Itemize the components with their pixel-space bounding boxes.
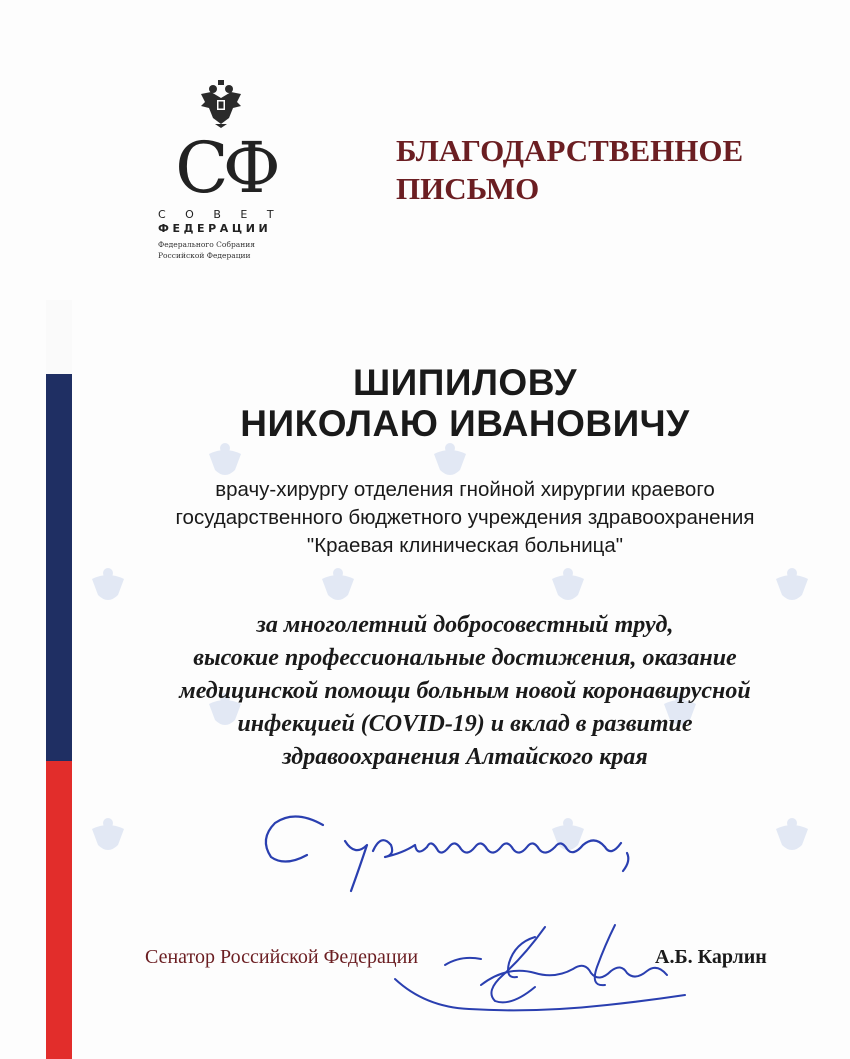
logo-line-sovet: С О В Е Т — [158, 208, 282, 221]
letter-title — [396, 132, 796, 208]
letter-title-line: ПИСЬМО — [396, 171, 540, 206]
watermark-eagle-icon — [88, 565, 128, 609]
federation-council-logo — [140, 80, 310, 270]
logo-letters: СФ — [175, 127, 275, 209]
logo-subtitle: Российской Федерации — [158, 251, 251, 260]
watermark-eagle-icon — [548, 565, 588, 609]
handwritten-closing — [255, 805, 655, 900]
recipient-position-line: врачу-хирургу отделения гнойной хирургии краевого — [215, 478, 715, 501]
reason-line: за многолетний добросовестный труд, — [256, 612, 674, 638]
letter-title-line: БЛАГОДАРСТВЕННОЕ — [396, 133, 744, 168]
reason-line: здравоохранения Алтайского края — [282, 744, 648, 770]
watermark-eagle-icon — [88, 815, 128, 859]
recipient-position-line: государственного бюджетного учреждения здравоохранения — [175, 506, 755, 529]
reason-line: высокие профессиональные достижения, оказание — [193, 645, 737, 671]
watermark-eagle-icon — [772, 565, 812, 609]
flag-stripe-blue — [46, 374, 72, 761]
double-headed-eagle-icon — [199, 80, 243, 128]
watermark-eagle-icon — [318, 565, 358, 609]
reason-line: медицинской помощи больным новой коронавирусной — [179, 678, 751, 704]
flag-stripe-white — [46, 300, 72, 374]
logo-line-federacii: ФЕДЕРАЦИИ — [158, 222, 272, 235]
flag-stripe-red — [46, 761, 72, 1059]
reason-line: инфекцией (COVID-19) и вклад в развитие — [237, 711, 693, 737]
signature — [385, 915, 695, 1025]
recipient-surname: ШИПИЛОВУ — [352, 362, 578, 403]
sender-title: Сенатор Российской Федерации — [145, 946, 419, 968]
sender-name: А.Б. Карлин — [655, 946, 767, 968]
logo-subtitle: Федерального Собрания — [158, 240, 255, 249]
watermark-eagle-icon — [772, 815, 812, 859]
recipient-given-names: НИКОЛАЮ ИВАНОВИЧУ — [240, 403, 690, 444]
recipient-position-line: "Краевая клиническая больница" — [306, 534, 624, 557]
